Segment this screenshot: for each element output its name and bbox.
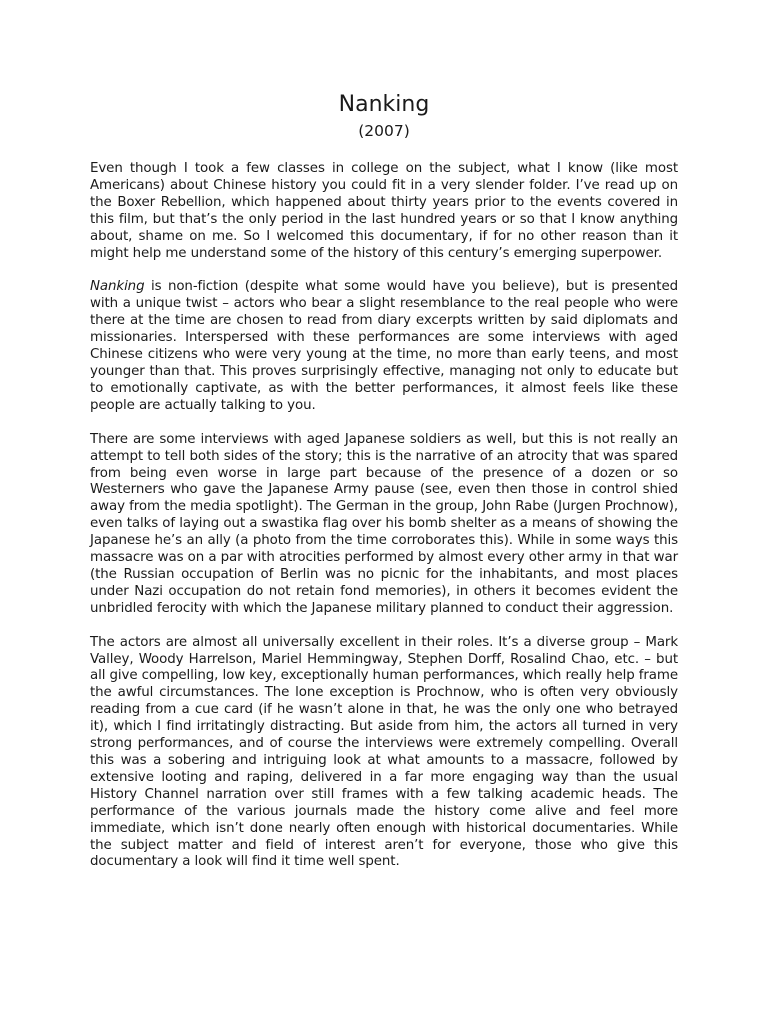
- paragraph-text: The actors are almost all universally excellent in their roles. It’s a diverse group – Mark Valley, Woody Harrelson, Mariel Hemmingway, Stephen Dorff, Rosalind Chao, etc. – but all give compelling, low key, exceptionally human performances, which really help frame the awful circumstances. The lone exception is Prochnow, who is often very obviously reading from a cue card (if he wasn’t alone in that, he was the only one who betrayed it), which I find irritatingly distracting. But aside from him, the actors all turned in very strong performances, and of course the interviews were extremely compelling. Overall this was a sobering and intriguing look at what amounts to a massacre, followed by extensive looting and raping, delivered in a far more engaging way than the usual History Channel narration over still frames with a few talking academic heads. The performance of the various journals made the history come alive and feel more immediate, which isn’t done nearly often enough with historical documentaries. While the subject matter and field of interest aren’t for everyone, those who give this documentary a look will find it time well spent.: [90, 634, 678, 870]
- paragraph-1: [90, 161, 678, 262]
- document-page: [90, 90, 678, 888]
- paragraph-text: Even though I took a few classes in college on the subject, what I know (like most Americans) about Chinese history you could fit in a very slender folder. I’ve read up on the Boxer Rebellion, which happened about thirty years prior to the events covered in this film, but that’s the only period in the last hundred years or so that I know anything about, shame on me. So I welcomed this documentary, if for no other reason than it might help me understand some of the history of this century’s emerging superpower.: [90, 161, 678, 261]
- paragraph-text: There are some interviews with aged Japanese soldiers as well, but this is not really an attempt to tell both sides of the story; this is the narrative of an atrocity that was spared from being even worse in large part because of the presence of a dozen or so Westerners who gave the Japanese Army pause (see, even then those in control shied away from the media spotlight). The German in the group, John Rabe (Jurgen Prochnow), even talks of laying out a swastika flag over his bomb shelter as a means of showing the Japanese he’s an ally (a photo from the time corroborates this). While in some ways this massacre was on a par with atrocities performed by almost every other army in that war (the Russian occupation of Berlin was no picnic for the inhabitants, and most places under Nazi occupation do not retain fond memories), in others it becomes evident the unbridled ferocity with which the Japanese military planned to conduct their aggression.: [90, 431, 678, 616]
- document-title: Nanking: [338, 92, 430, 117]
- paragraph-4: [90, 635, 678, 872]
- film-title-italic: Nanking: [90, 279, 145, 295]
- paragraph-text: is non-fiction (despite what some would have you believe), but is presented with a unique twist – actors who bear a slight resemblance to the real people who were there at the time are chosen to read from diary excerpts written by said diplomats and missionaries. Interspersed with these performances are some interviews with aged Chinese citizens who were very young at the time, no more than early teens, and most younger than that. This proves surprisingly effective, managing not only to educate but to emotionally captivate, as with the better performances, it almost feels like these people are actually talking to you.: [90, 279, 678, 413]
- paragraph-3: [90, 432, 678, 618]
- document-year: (2007): [358, 122, 410, 140]
- paragraph-2: [90, 279, 678, 414]
